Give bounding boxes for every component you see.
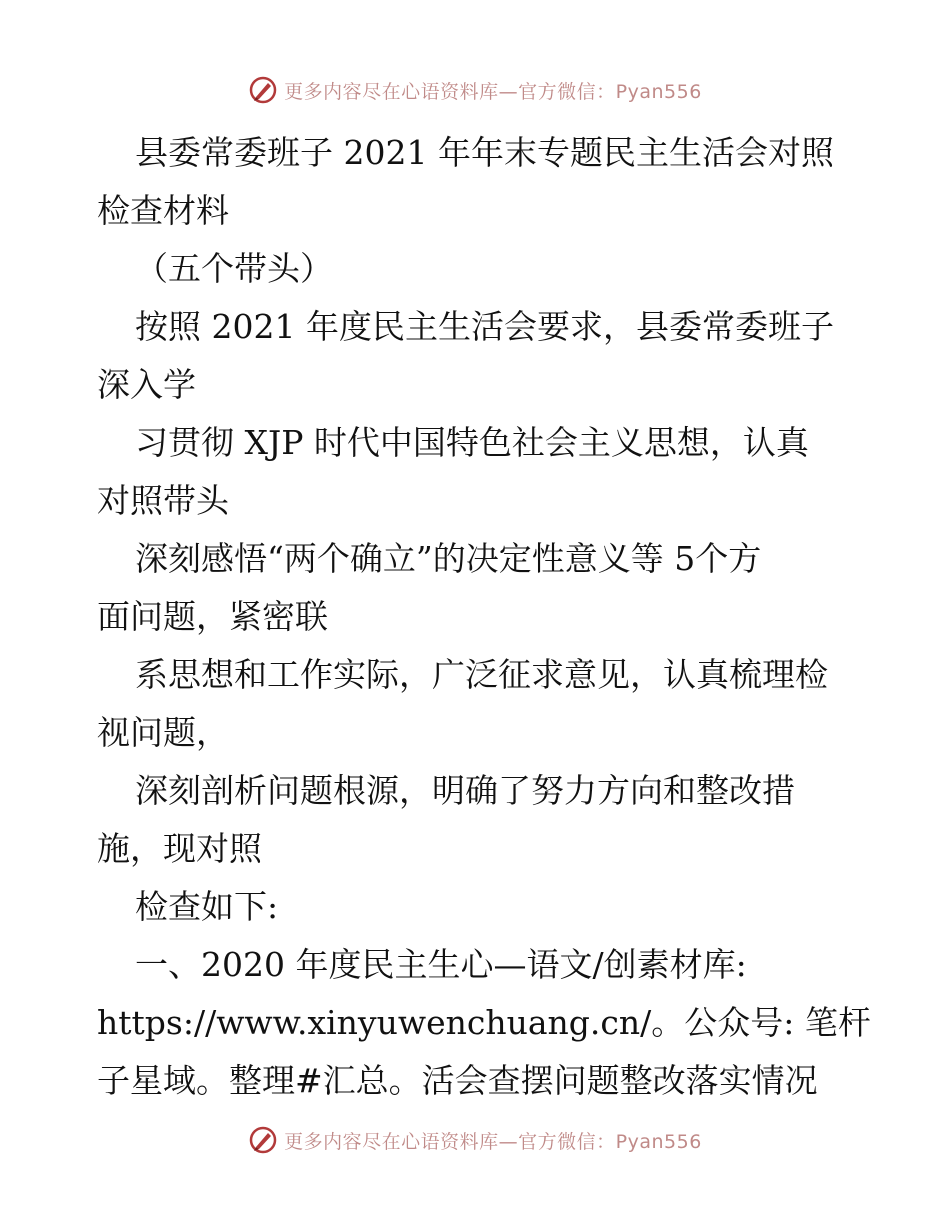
paragraph-line: 深入学	[97, 365, 196, 404]
paragraph-line: 对照带头	[97, 481, 229, 520]
paragraph-line: 施，现对照	[97, 829, 262, 868]
paragraph-line: 面问题，紧密联	[97, 597, 328, 636]
document-body	[97, 124, 871, 1110]
paragraph-line: 子星域。整理#汇总。活会查摆问题整改落实情况	[97, 1061, 818, 1100]
title-line-1: 县委常委班子 2021 年年末专题民主生活会对照	[135, 133, 834, 172]
paragraph-line: 系思想和工作实际，广泛征求意见，认真梳理检	[135, 655, 828, 694]
watermark-text: 更多内容尽在心语资料库—官方微信：Pyan556	[284, 1130, 702, 1153]
paragraph-line: 深刻感悟“两个确立”的决定性意义等 5个方	[135, 539, 762, 578]
watermark-text: 更多内容尽在心语资料库—官方微信：Pyan556	[284, 80, 702, 103]
paragraph-line: 视问题，	[97, 713, 229, 752]
header-watermark	[0, 70, 950, 110]
paragraph-line: 按照 2021 年度民主生活会要求，县委常委班子	[135, 307, 834, 346]
paragraph-line: 深刻剖析问题根源，明确了努力方向和整改措	[135, 771, 795, 810]
paragraph-line: https://www.xinyuwenchuang.cn/。公众号: 笔杆	[97, 1003, 871, 1042]
pen-logo-icon	[248, 75, 278, 105]
title-line-2: 检查材料	[97, 191, 229, 230]
pen-logo-icon	[248, 1125, 278, 1155]
paragraph-line: 习贯彻 XJP 时代中国特色社会主义思想，认真	[135, 423, 809, 462]
section-heading-line: 一、2020 年度民主生心—语文/创素材库:	[135, 945, 747, 984]
paragraph-line: 检查如下:	[135, 887, 279, 926]
footer-watermark	[0, 1120, 950, 1160]
subtitle-line: （五个带头）	[135, 249, 333, 288]
